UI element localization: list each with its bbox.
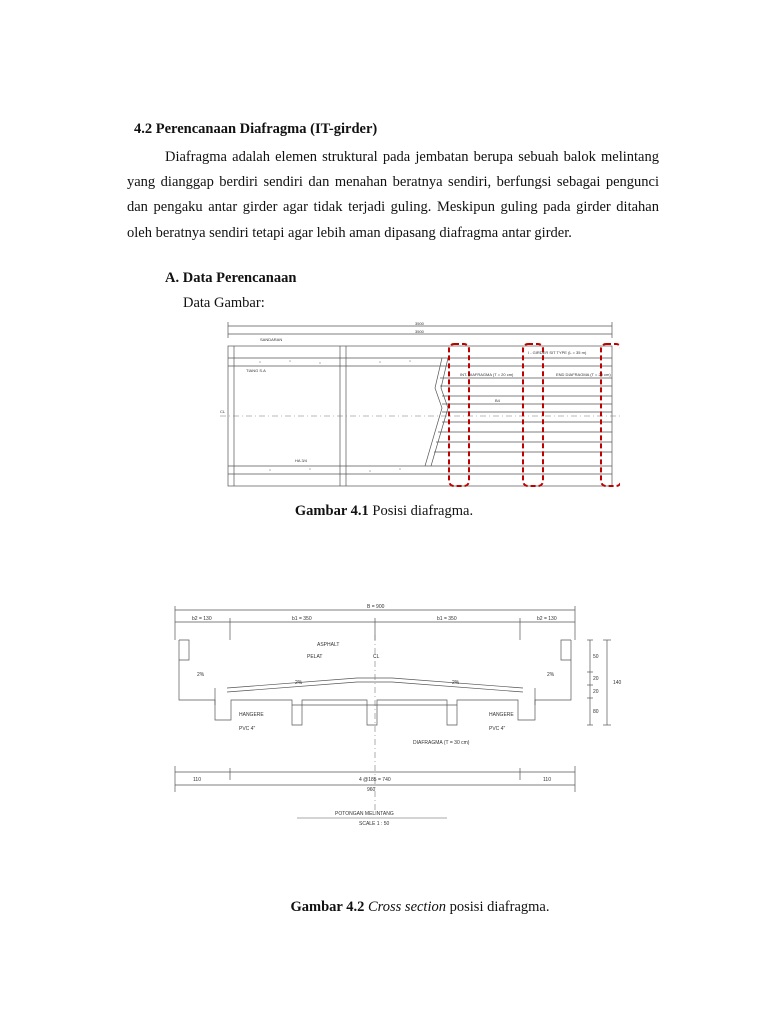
data-label: Data Gambar: [183,295,265,311]
label-end-diafragma: END DIAFRAGMA (T = 20 cm) [556,372,611,377]
diaphragm-marker-end [601,344,620,486]
label-scale: SCALE 1 : 50 [359,821,390,827]
dim-h4: 80 [593,709,599,715]
label-cl-section: CL [373,654,380,660]
figure2-caption-label: Gambar 4.2 [290,899,365,915]
label-sandaran: SANDARAN [260,337,283,342]
dim-height-total: 140 [613,680,622,686]
label-cl: CL [220,409,226,414]
dim-left: 110 [193,777,201,783]
label-potongan: POTONGAN MELINTANG [335,811,394,817]
subsection-heading: A. Data Perencanaan [165,270,297,286]
figure-cross-section [127,560,657,885]
dim-top: 3500 [415,321,424,326]
figure2-caption-italic: Cross section [367,899,446,915]
dim-b1-right: b1 = 350 [437,616,457,622]
label-diafragma: DIAFRAGMA (T = 30 cm) [413,740,470,746]
dim-h2: 20 [593,676,599,682]
paragraph-text: Diafragma adalah elemen struktural pada jembatan berupa sebuah balok melintang yang dianggap berdiri sendiri dan menahan beratnya sendiri, berfungsi sebagai pengunci dan pengaku antar girder agar tidak terjadi guling. Meskipun guling pada girder ditahan oleh beratnya sendiri tetapi agar lebih aman dipasang diafragma antar girder. [127,149,659,241]
dim-b2-left: b2 = 130 [192,616,212,622]
section-heading: 4.2 Perencanaan Diafragma (IT-girder) [134,121,378,137]
dim-right: 110 [543,777,551,783]
label-pvc-right: PVC 4" [489,726,506,732]
label-int-diafragma: INT. DIAFRAGMA (T = 20 cm) [460,372,514,377]
label-b4: B4 [495,398,500,403]
label-asphalt: ASPHALT [317,642,340,648]
figure2-caption-text: posisi diafragma. [446,899,550,915]
figure1-caption-label: Gambar 4.1 [294,503,369,519]
figure1-caption-text: Posisi diafragma. [368,503,474,519]
dim-h3: 20 [593,689,599,695]
label-slope-mid-left: 2% [295,680,303,686]
label-hangere-left: HANGERE [239,712,264,718]
dim-top-2: 3500 [415,329,424,334]
dim-b-total: B = 900 [367,604,385,610]
label-slope-right: 2% [547,672,555,678]
label-tiang: TIANG S.A [246,368,266,373]
label-pelat: PELAT [307,654,323,660]
label-slope-mid-right: 2% [452,680,460,686]
section-paragraph [127,145,659,246]
figure-diaphragm-plan [220,318,620,493]
dim-total: 960 [367,787,376,793]
figure2-caption [0,899,768,916]
label-hangere-right: HANGERE [489,712,514,718]
figure1-caption [0,503,768,520]
dim-mid: 4 @185 = 740 [359,777,391,783]
label-i-girder: I - GIRDER SIT TYPE (L = 35 m) [528,350,587,355]
label-slope-left: 2% [197,672,205,678]
dim-b2-right: b2 = 130 [537,616,557,622]
label-pvc-left: PVC 4" [239,726,256,732]
dim-b1-left: b1 = 350 [292,616,312,622]
dim-h1: 50 [593,654,599,660]
label-ha: HA 3/4 [295,458,308,463]
